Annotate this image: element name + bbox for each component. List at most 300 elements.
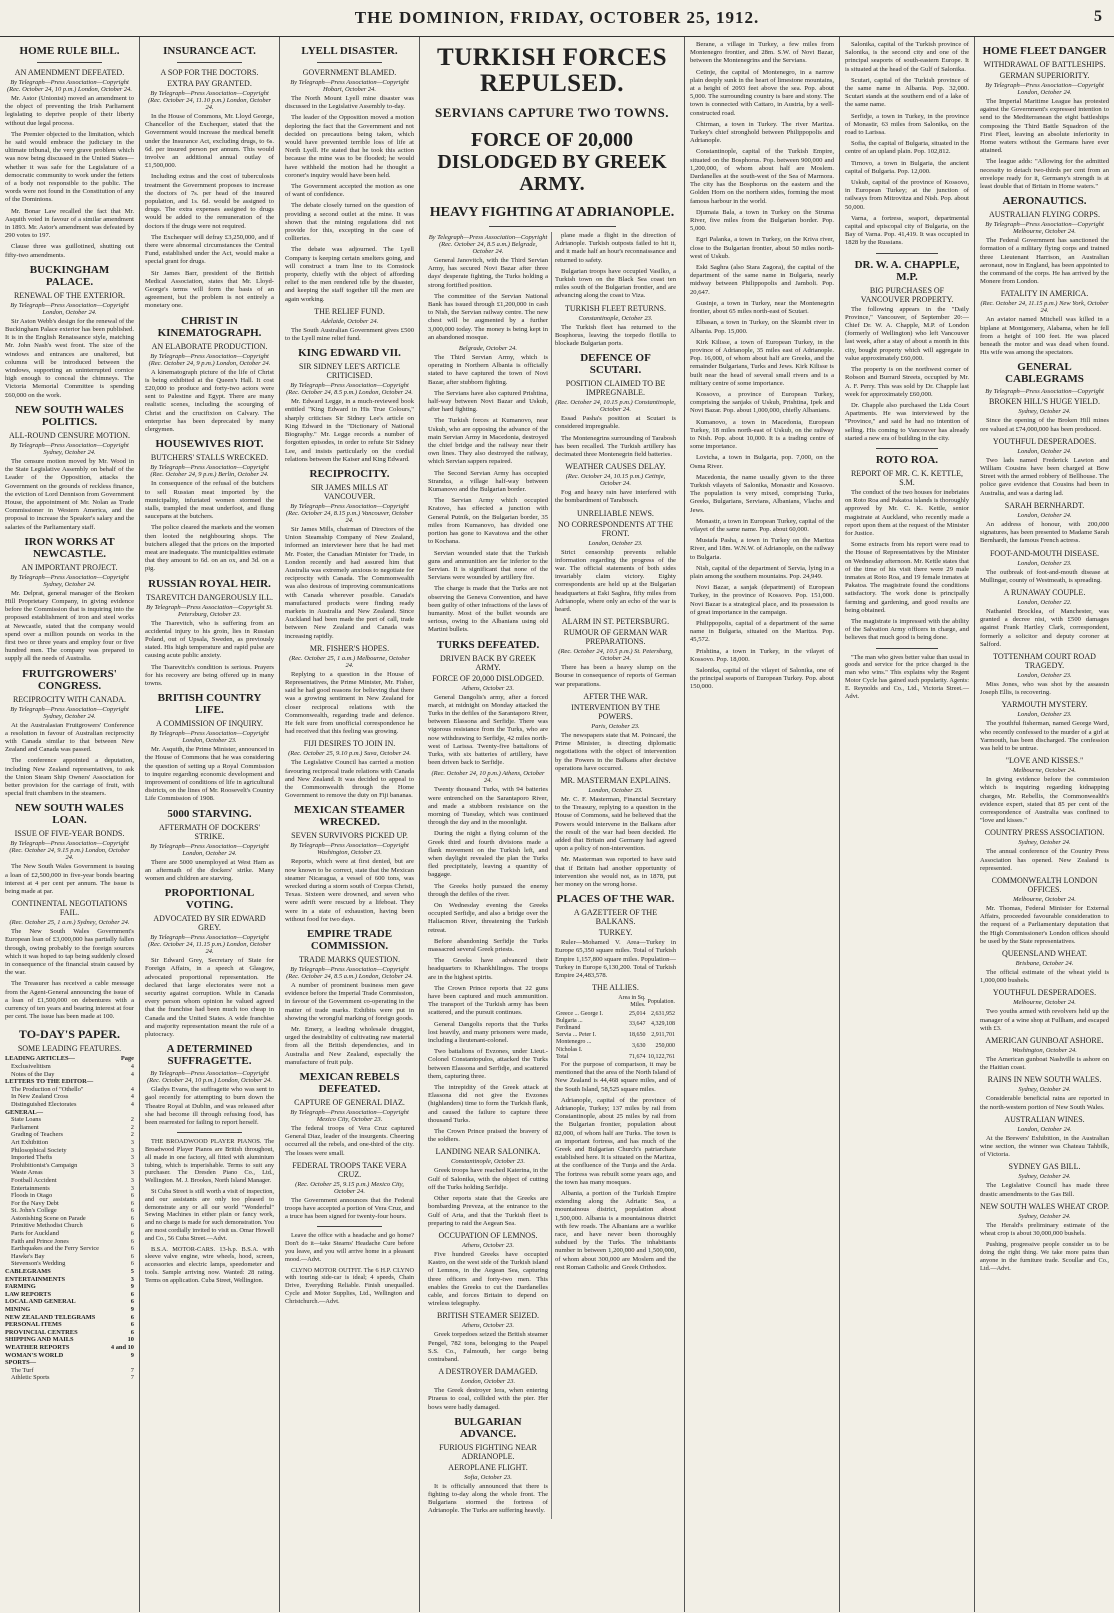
paragraph: Mr. Edward Legge, in a much-reviewed book entitled "King Edward in His True Colours," sharply criticises Sir Sidney Lee's article on King Edward in the "Dictionary of National Biography." Mr. Legge records a number of forgotten episodes, in order to refute Sir Sidney Lee, and insists particularly on the cordial relations between the Kaiser and King Edward. — [285, 398, 414, 463]
dateline: Sydney, October 24. — [1018, 408, 1071, 416]
feature-item — [5, 1055, 134, 1063]
feature-page: 6 — [130, 1313, 134, 1321]
feature-item — [5, 1147, 134, 1155]
table-row — [555, 1011, 676, 1018]
paragraph: The Legislative Council has carried a motion favouring reciprocal trade relations with Canada and New Zealand. It was decided to appeal to the Commonwealth through the Home Government to remove the duty on Fiji bananas. — [285, 759, 414, 800]
feature-page: 6 — [130, 1199, 134, 1207]
paragraph: Miss Jones, who was shot by the assassin Joseph Ellis, is recovering. — [980, 680, 1109, 697]
feature-label: PERSONAL ITEMS — [5, 1321, 62, 1329]
paragraph: Nathaniel Brocklea, of Manchester, was granted a decree nisi, with £500 damages against Frank Hartley Clark, correspondent, formerly a solicitor and deputy coroner at Salford. — [980, 607, 1109, 648]
feature-label: SPORTS— — [5, 1359, 37, 1367]
feature-page: 7 — [130, 1374, 134, 1382]
dateline: By Telegraph—Press Association—Copyright (Rec. October 24, 11.15 p.m.) London, October 24. — [148, 934, 271, 956]
feature-label: The Turf — [11, 1366, 34, 1374]
subhead: AMERICAN GUNBOAT ASHORE. — [985, 1036, 1104, 1045]
feature-page: 9 — [130, 1351, 134, 1359]
feature-item — [5, 1374, 134, 1382]
paragraph: Reports, which were at first denied, but are now known to be correct, state that the Mexican steamer Nicaragua, a vessel of 600 tons, was wrecked during a storm south of Corpus Christi, Texas. Sixteen were drowned, and seven who were adrift were rescued by a lifeboat. They were in a state of exhaustion, having been without food for two days. — [285, 858, 414, 923]
paragraph: Djumaia Bala, a town in Turkey on the Struma River, five miles from the Bulgarian border. Pop. 5,000. — [690, 208, 834, 233]
feature-label: Prohibitionist's Campaign — [11, 1161, 78, 1169]
paragraph: The Premier objected to the limitation, which he said would embrace the judiciary in the ultimate tribunal, the very grave problem which was now being discussed in the United States—whether it was safe for the Legislature of a democratic community to work under the fetters of a body not responsible to the public. The words were not found in the Constitution of any of the Dominions. — [5, 130, 134, 204]
column-5 — [685, 37, 840, 1612]
paragraph: The Legislative Council has made three drastic amendments to the Gas Bill. — [980, 1182, 1109, 1198]
dateline: By Telegraph—Press Association—Copyright (Rec. October 24, 8.5 a.m.) London, October 24. — [286, 966, 413, 981]
subhead: YARMOUTH MYSTERY. — [1001, 700, 1088, 710]
paragraph: At the Brewers' Exhibition, in the Australian wine section, the winner was Chateau Tahbilk, of Victoria. — [980, 1134, 1109, 1159]
paragraph: Mr. C. F. Masterman, Financial Secretary to the Treasury, replying to a question in the House of Commons, said he believed that the Powers would intervene in the Balkans after the result of the war had been decided. He added that Britain and Germany had agreed upon a policy of non-intervention. — [555, 795, 676, 853]
feature-item — [5, 1192, 134, 1200]
dateline: Melbourne, October 24. — [1013, 767, 1076, 775]
paragraph: Clause three was guillotined, shutting out fifty-two amendments. — [5, 243, 134, 259]
feature-label: Faith and Prince Jones — [11, 1237, 69, 1245]
paragraph: Salonika, capital of the vilayet of Salonika, one of the principal seaports of European Turkey. Pop. about 150,000. — [690, 667, 834, 691]
paragraph: plane made a flight in the direction of Adrianople. Turkish outposts failed to hit it, and it made half an hour's reconnaissance and returned to safety. — [555, 232, 676, 264]
feature-label: GENERAL— — [5, 1108, 43, 1116]
feature-page: 6 — [130, 1230, 134, 1238]
paragraph: The annual conference of the Country Press Association has opened. New Zealand is represented. — [980, 848, 1109, 872]
column-4 — [420, 37, 685, 1612]
dateline: London, October 23. — [1017, 711, 1072, 719]
feature-page: 6 — [130, 1192, 134, 1200]
paragraph: Egri Palanka, a town in Turkey, on the Kriva river, close to the Bulgarian frontier, about 50 miles north-west of Uskub. — [690, 236, 834, 260]
paragraph: Salonika, capital of the Turkish province of Salonika, is the second city and one of the principal seaports of south-eastern Europe. It is situated at the head of the Gulf of Salonika. — [845, 41, 969, 73]
dateline: London, October 23. — [1017, 671, 1072, 679]
advertisement: THE BROADWOOD PLAYER PIANOS. The Broadwood Player Pianos are British throughout, all made in one factory, all fitted with aluminium tubing, which is imperishable. Terms to suit any purchaser. The Dresden Piano Co., Ltd., Wellington. M. J. Brookes, North Island Manager. — [145, 1138, 274, 1185]
subhead: A RUNAWAY COUPLE. — [1003, 587, 1086, 597]
feature-page: 2 — [130, 1116, 134, 1124]
paragraph: At the Australasian Fruitgrowers' Conference a resolution in favour of Australian reciprocity with Canada similar to that between New Zealand and Canada was passed. — [5, 721, 134, 754]
feature-label: Paris for Auckland — [11, 1230, 59, 1238]
feature-page: 6 — [130, 1328, 134, 1336]
dateline: Washington, October 24. — [1012, 1047, 1077, 1054]
paragraph: Mr. Masterman was reported to have said that if Britain had another opportunity of intervention she would not, as in 1878, put her money on the wrong horse. — [555, 856, 676, 888]
paragraph: The Imperial Maritime League has protested against the Government's expressed intention to send to the Mediterranean the eight battleships composing the Third Battle Squadron of the First Fleet, leaving an absolute inferiority in Home waters without the Germans have ever attained. — [980, 98, 1109, 155]
feature-page: 7 — [130, 1366, 134, 1374]
subhead: BUTCHERS' STALLS WRECKED. — [150, 453, 269, 463]
advertisement: Pushing, progressive people consider us to be doing the right thing. We take more pains than anyone in the furniture trade. Scoullar and Co., Ltd.—Advt. — [980, 1241, 1109, 1272]
paragraph: Greek troops have reached Katerina, in the Gulf of Salonika, with the object of cutting off the Turks holding Serfidje. — [428, 1167, 548, 1191]
rule — [177, 1132, 242, 1133]
subhead: TSAREVITCH DANGEROUSLY ILL. — [145, 592, 274, 602]
feature-page: 6 — [130, 1214, 134, 1222]
column-3 — [280, 37, 420, 1612]
dateline: London, October 22. — [1017, 598, 1072, 606]
paragraph: The North Mount Lyell mine disaster was discussed in the Legislative Assembly to-day. — [285, 95, 414, 111]
paragraph: Elbasan, a town in Turkey, on the Skumbi river in Albania. Pop. 15,000. — [690, 319, 834, 335]
feature-label: WEATHER REPORTS — [5, 1343, 70, 1351]
paragraph: The Government announces that the Federal troops have accepted a portion of Vera Cruz, and a truce has been signed for twenty-four hours. — [285, 1196, 414, 1221]
feature-page: 6 — [130, 1260, 134, 1268]
paragraph: The property is on the northwest corner of Robson and Burrard Streets, occupied by Mr. A. F. Perry. This was sold by Dr. Chapple last week for approximately £60,000. — [845, 366, 969, 398]
feature-label: Football Accident — [11, 1176, 57, 1184]
paragraph: The censure motion moved by Mr. Wood in the State Legislative Assembly on behalf of the Leader of the Opposition, attacks the Government on the grounds of reckless finance, the eviction of Lord Dennison from Government House, the appointment of Mr. Nolan as Trade Commissioner in Western America, and the proposal to increase the Speaker's salary and the salaries of the Parliamentary staff. — [5, 457, 134, 531]
subhead: WITHDRAWAL OF BATTLESHIPS. — [983, 60, 1106, 69]
feature-item — [5, 1101, 134, 1109]
subhead: TURKEY. — [598, 928, 633, 938]
feature-label: LAW REPORTS — [5, 1290, 51, 1298]
dateline: By Telegraph—Press Association—Copyright (Rec. October 24, 8.5 p.m.) London, October 24. — [286, 382, 413, 397]
dateline: Sofia, October 23. — [464, 1473, 512, 1481]
subhead: QUEENSLAND WHEAT. — [1001, 948, 1088, 958]
subhead: AFTERMATH OF DOCKERS' STRIKE. — [158, 822, 260, 841]
paragraph: Eski Saghra (also Stara Zagora), the capital of the department of the same name in Bulgaria, nearly midway between Philippopolis and Jamboli. Pop. 20,647. — [690, 264, 834, 296]
paragraph: The Greeks have advanced their headquarters to Khankhilingos. The troops are in the highest spirits. — [428, 957, 548, 981]
table-cell: Total — [556, 1053, 569, 1060]
headline: GENERAL CABLEGRAMS — [1005, 361, 1084, 386]
paragraph: The official estimate of the wheat yield is 1,000,000 bushels. — [980, 968, 1109, 985]
feature-page: 5 — [130, 1268, 134, 1276]
paragraph: The Montenegrins surrounding of Tarabosh has been recalled. The Turkish artillery has decimated three Montenegrin field batteries. — [555, 434, 676, 459]
feature-item — [5, 1116, 134, 1124]
subhead: FURIOUS FIGHTING NEAR ADRIANOPLE. — [439, 1442, 537, 1461]
table-cell: 3,630 — [631, 1042, 646, 1049]
feature-item — [5, 1109, 134, 1117]
paragraph: The Greek destroyer Iera, when entering Piraeus to coal, collided with the pier. Her bows were badly damaged. — [428, 1387, 548, 1411]
paragraph: Other reports state that the Greeks are bombarding Preveza, at the entrance to the Gulf of Arta, and that the Turkish fleet is preparing to raid the Aegean Sea. — [428, 1195, 548, 1227]
feature-item — [5, 1283, 134, 1291]
dateline: Sydney, October 24. — [1018, 839, 1071, 847]
feature-label: Exclusivelitism — [11, 1063, 51, 1071]
paragraph: Mr. Thomas, Federal Minister for External Affairs, proceeded favourable consideration to the request of a Parliamentary deputation that the High Commissioner's London offices should be used by the State representatives. — [980, 904, 1109, 945]
main-story-columns — [425, 232, 679, 1519]
paragraph: Monastir, a town in European Turkey, capital of the vilayet of the same name. Pop. about 60,000. — [690, 517, 834, 533]
features-subtitle: SOME LEADING FEATURES. — [17, 1044, 122, 1054]
feature-page: 6 — [130, 1245, 134, 1253]
main-deck-2: HEAVY FIGHTING AT ADRIANOPLE. — [429, 205, 675, 220]
masthead — [0, 0, 1114, 37]
subhead: A COMMISSION OF INQUIRY. — [156, 719, 263, 729]
paragraph: Essad Pasha's position at Scutari is considered impregnable. — [555, 415, 676, 431]
subhead: TOTTENHAM COURT ROAD TRAGEDY. — [993, 651, 1096, 670]
paragraph: Bulgarian troops have occupied Vasilko, a Turkish town on the Black Sea coast ten miles south of the Bulgarian frontier, and are advancing along the coast to Viza. — [555, 267, 676, 300]
dateline: (Rec. October 25, 1 a.m.) Melbourne, October 24. — [289, 654, 410, 669]
paragraph: Kirk Kilisse, a town of European Turkey, in the province of Adrianople, 35 miles east of Adrianople. Pop. 16,000, of whom about half are Greeks, and the remainder Bulgarians, Turks and Jews. Kirk Kilisse is built near the head of several small rivers and is a military centre of some importance. — [690, 338, 834, 387]
subhead: BRITISH STEAMER SEIZED. — [437, 1311, 539, 1321]
paragraph: The leader of the Opposition moved a motion deploring the fact that the Government and not decided on precautions being taken, which would have prevented terrible loss of life at North Lyell. He stated that he took this action because the mine was to be flooded; he would have withheld the motion had he thought a coroner's inquiry would have been held. — [285, 114, 414, 179]
subhead: CONTINENTAL NEGOTIATIONS FAIL. — [11, 899, 128, 918]
subhead: YOUTHFUL DESPERADOES. — [992, 988, 1097, 998]
subhead: SIR JAMES MILLS AT VANCOUVER. — [310, 482, 389, 501]
subhead: FOOT-AND-MOUTH DISEASE. — [989, 548, 1100, 558]
dateline: By Telegraph—Press Association—Copyright London, October 24. — [985, 82, 1104, 96]
subhead: MR. MASTERMAN EXPLAINS. — [560, 775, 671, 785]
feature-label: LETTERS TO THE EDITOR— — [5, 1078, 94, 1086]
main-headline-block — [425, 45, 679, 221]
paragraph: Sir Edward Grey, Secretary of State for Foreign Affairs, in a speech at Glasgow, advocated proportional representation. He declared that large electorates were not a security against corruption. While in Canada every person whom opinion he valued agreed that the franchise had been much too cheap in Canada and the United States. A wide franchise and majority representation meant the rule of a plutocracy. — [145, 957, 274, 1039]
table-cell: Bulgaria ... Ferdinand — [556, 1017, 583, 1031]
subhead: RENEWAL OF THE EXTERIOR. — [13, 290, 126, 300]
paragraph: Sir James Mills, chairman of Directors of the Union Steamship Company of New Zealand, informed an interviewer here that he had met Mr. Foster, the Canadian Minister for Trade, in London recently and had assured him that Australia was extremely anxious to negotiate for reciprocity with Canada. The Commonwealth was also desirous of improving communications with Canada wherever possible. Canada's manufactured products were finding ready markets in Australia and New Zealand. Since Auckland had been made the port of call, trade between New Zealand and Canada was increasing rapidly. — [285, 525, 414, 640]
headline: BRITISH COUNTRY LIFE. — [157, 692, 262, 717]
paragraph: Tirnovo, a town in Bulgaria, the ancient capital of Bulgaria. Pop. 12,000. — [845, 159, 969, 175]
paragraph: The outbreak of foot-and-mouth disease at Mullingar, county of Westmeath, is spreading. — [980, 568, 1109, 584]
dateline: By Telegraph—Press Association—Copyright Melbourne, October 24. — [985, 221, 1104, 236]
rule — [317, 1226, 382, 1227]
paragraph: Two battalions of Evzones, under Lieut.-Colonel Constantopulos, attacked the Turks between Elassona and Serfidje, and scattered them, capturing three. — [428, 1048, 548, 1080]
paragraph: A number of prominent business men gave evidence before the Imperial Trade Commission, in favour of the Government co-operating in the matter of trade marks. Exhibits were put in showing the wrongful marking of foreign goods. — [285, 982, 414, 1022]
table-cell: 25,014 — [628, 1010, 646, 1017]
paragraph: The Exchequer will defray £3,250,000, and if there were abnormal circumstances the Central Fund, established under the Act, would make a special grant for drugs. — [145, 233, 274, 266]
subhead: A SOP FOR THE DOCTORS. — [160, 68, 259, 77]
paragraph: The youthful fisherman, named George Ward, who recently confessed to the murder of a girl at Yarmouth, has been discharged. The confession was held to be untrue. — [980, 720, 1109, 752]
subhead: TRADE MARKS QUESTION. — [298, 955, 401, 965]
table-cell: 250,000 — [655, 1042, 675, 1049]
paragraph: The debate closely turned on the question of providing a second outlet at the mine. It was shown that the mining regulations did not provide for this, excepting in the case of collieries. — [285, 202, 414, 243]
dateline: By Telegraph—Press Association—Copyright Hobart, October 24. — [290, 79, 409, 93]
feature-page: 6 — [130, 1321, 134, 1329]
paragraph: Five hundred Greeks have occupied Kastro, on the west side of the Turkish island of Lemnos, in the Aegean Sea, capturing three officers and forty-two men. This enables the Greeks to cut the Dardanelles cable, and forces Britain to depend on wireless telegraphy. — [428, 1250, 548, 1308]
feature-label: Grading of Teachers — [11, 1131, 63, 1139]
subhead: AEROPLANE FLIGHT. — [448, 1462, 528, 1472]
main-story-left — [425, 232, 552, 1519]
feature-item — [5, 1162, 134, 1170]
dateline: Adelaide, October 24. — [320, 317, 379, 325]
feature-item — [5, 1321, 134, 1329]
table-cell: 18,650 — [628, 1032, 646, 1039]
subhead: LANDING NEAR SALONIKA. — [435, 1147, 541, 1157]
paragraph: An aviator named Mitchell was killed in a biplane at Montgomery, Alabama, when he fell from a height of 100 feet. He was placed beneath the motor and was dead when found. His wife was among the spectators. — [980, 316, 1109, 357]
headline: BULGARIAN ADVANCE. — [454, 1415, 522, 1440]
headline: DEFENCE OF SCUTARI. — [580, 352, 651, 377]
main-deck: FORCE OF 20,000 DISLODGED BY GREEK ARMY. — [437, 129, 667, 195]
dateline: London, October 23. — [460, 1378, 516, 1386]
paragraph: Replying to a question in the House of Representatives, the Prime Minister, Mr. Fisher, said he had good reasons for believing that there was a growing sentiment in New Zealand for closer reciprocal relations with the Commonwealth, regarding trade and defence. He felt sure from unofficial correspondence he had received that this feeling was growing. — [285, 670, 414, 736]
feature-page: 6 — [130, 1252, 134, 1260]
table-cell: Greece ... George I. — [556, 1010, 604, 1017]
feature-item — [5, 1291, 134, 1299]
subhead: FORCE OF 20,000 DISLODGED. — [432, 673, 544, 683]
dateline: By Telegraph—Press Association—Copyright London, October 24. — [10, 301, 129, 316]
paragraph: Mr. Asquith, the Prime Minister, announced in the House of Commons that he was considering the question of setting up a Royal Commission to inquire regarding economic development and improvement of conditions of life in agricultural districts, on the lines of Mr. Roosevelt's Country Life Commission of 1908. — [145, 746, 274, 803]
feature-label: Hawke's Bay — [11, 1252, 45, 1260]
dateline: Athens, October 23. — [462, 1241, 514, 1249]
table-cell: 10,122,761 — [648, 1053, 675, 1060]
headline: 5000 STARVING. — [167, 807, 252, 820]
feature-label: CABLEGRAMS — [5, 1268, 51, 1276]
dateline: By Telegraph—Press Association—Copyright Sydney, October 24. — [10, 705, 129, 720]
table-row — [555, 1018, 676, 1032]
subhead: FATALITY IN AMERICA. — [1000, 289, 1089, 299]
feature-page: 3 — [130, 1154, 134, 1162]
subhead: AN IMPORTANT PROJECT. — [21, 562, 118, 572]
subhead: NO CORRESPONDENTS AT THE FRONT. — [557, 519, 674, 538]
paragraph: Sir James Barr, president of the British Medical Association, states that Mr. Lloyd-George's terms will form the basis of an agreement, but the problem is not entirely a monetary one. — [145, 269, 274, 310]
paragraph: The Government accepted the motion as one of want of confidence. — [285, 183, 414, 199]
feature-label: Athletic Sports — [11, 1374, 50, 1382]
column-6 — [840, 37, 975, 1612]
paragraph: Mr. Bonar Law recalled the fact that Mr. Asquith voted in favour of a similar amendment in 1893. Mr. Astor's amendment was defeated by 290 votes to 197. — [5, 207, 134, 240]
paragraph: Mr. Astor (Unionist) moved an amendment to the object of preventing the Irish Parliament legislating to deprive people of their liberty without due legal process. — [5, 95, 134, 127]
subhead: AFTER THE WAR. — [583, 691, 648, 701]
paragraph: Considerable beneficial rains are reported in the north-western portion of New South Wales. — [980, 1095, 1109, 1111]
dateline: London, October 24. — [1017, 447, 1072, 455]
dateline: (Rec. October 25, 9.15 p.m.) Mexico City, October 24. — [295, 1180, 404, 1195]
feature-page: 6 — [130, 1207, 134, 1215]
subhead: ISSUE OF FIVE-YEAR BONDS. — [14, 829, 125, 839]
subhead: GOVERNMENT BLAMED. — [302, 68, 397, 77]
feature-page: 2 — [130, 1131, 134, 1139]
feature-label: Stevenson's Wedding — [11, 1260, 66, 1268]
feature-label: NEW ZEALAND TELEGRAMS — [5, 1313, 96, 1321]
paragraph: Macedonia, the name usually given to the three Turkish vilayets of Salonika, Monastir and Kossovo. The population is very mixed, comprising Turks, Greeks, Bulgarians, Servians, Albanians, Vlachs and Jews. — [690, 473, 834, 514]
paragraph: The conduct of the two houses for inebriates on Roto Roa and Pakatoa islands is thoroughly approved by Mr. C. K. Kettle, senior magistrate at Auckland, who recently made a report upon them at the request of the Minister for Justice. — [845, 488, 969, 537]
table-header-cell: Area in Sq. Miles. — [618, 995, 646, 1009]
subhead: THE ALLIES. — [592, 983, 639, 993]
headline: CHRIST IN KINEMATOGRAPH. — [157, 314, 262, 339]
feature-page: 4 — [130, 1063, 134, 1071]
table-cell: 2,631,952 — [651, 1010, 675, 1017]
paragraph: Some extracts from his report were read to the House of Representatives by the Minister on Wednesday afternoon. Mr. Kettle states that of the time of his visit there were 29 male inmates at Roto Roa, and 19 female inmates at Pakatoa. The magistrate found the conditions satisfactory. The work done is principally farming and gardening, and good results are being obtained. — [845, 541, 969, 614]
feature-page: 4 — [130, 1100, 134, 1108]
feature-label: Floods in Otago — [11, 1192, 53, 1200]
paragraph: Nish, capital of the department of Servia, lying in a plain among the southern mountains. Pop. 24,949. — [690, 564, 834, 580]
main-headline: TURKISH FORCES REPULSED. — [437, 44, 667, 97]
subhead: POSITION CLAIMED TO BE IMPREGNABLE. — [565, 379, 666, 398]
subhead: NEW SOUTH WALES WHEAT CROP. — [980, 1201, 1109, 1211]
column-7 — [975, 37, 1114, 1612]
table-cell: 2,911,701 — [651, 1032, 675, 1039]
feature-item — [5, 1238, 134, 1246]
subhead: BROKEN HILL'S HUGE YIELD. — [989, 397, 1100, 407]
paragraph: Dr. Chapple also purchased the Lida Court Apartments. He was interviewed by the "Province," and said he had no intention of selling. His coming to Vancouver has already started a new era of building in the city. — [845, 401, 969, 442]
rule — [876, 448, 938, 449]
paragraph: The Greeks hotly pursued the enemy through the defiles of the river. — [428, 882, 548, 898]
feature-item — [5, 1093, 134, 1101]
advertisement: St Cuba Street is still worth a visit of inspection, and our assistants are only too pleased to demonstrate any or all our world "Wonderful" Sewing Machines in either plain or fancy work, and no charge is made for such demonstration. You are most cordially invited to visit us. Omar Howell and Co., 56 Cuba Street.—Advt. — [145, 1188, 274, 1242]
feature-item — [5, 1154, 134, 1162]
feature-label: Notes of the Day — [11, 1070, 55, 1078]
paragraph: General Dangolis's army, after a forced march, at midnight on Monday attacked the Turks in the defiles of the Sarantaporo River, between Elassona and Serfidje. There was vigorous resistance from the Turks, who are now withdrawing to Serfidje, 42 miles north-west of Larissa. Twenty-five battalions of Turks, with six batteries of artillery, have been driven back to Serfidje. — [428, 693, 548, 767]
paragraph: Gladys Evans, the suffragette who was sent to gaol recently for attempting to burn down the Theatre Royal at Dublin, and was released after she had become ill through refusing food, has been rearrested for failing to report herself. — [145, 1086, 274, 1127]
subhead: AUSTRALIAN WINES. — [1004, 1114, 1085, 1124]
feature-item — [5, 1336, 134, 1344]
paragraph: The Herald's preliminary estimate of the wheat crop is about 30,000,000 bushels. — [980, 1221, 1109, 1238]
feature-item — [5, 1169, 134, 1177]
dateline: By Telegraph—Press Association—Copyright Mexico City, October 23. — [290, 1109, 409, 1124]
paragraph: Uskub, capital of the province of Kossovo, in European Turkey; at the junction of railways from Mitrovitza and Nish. Pop. about 50,000. — [845, 179, 969, 211]
feature-item — [5, 1298, 134, 1306]
subhead: SEVEN SURVIVORS PICKED UP. — [291, 831, 408, 841]
table-header-row — [555, 994, 676, 1010]
headline: MEXICAN REBELS DEFEATED. — [299, 1071, 400, 1096]
feature-item — [5, 1268, 134, 1276]
dateline: London, October 23. — [588, 539, 643, 547]
dateline: By Telegraph—Press Association—Copyright (Rec. October 24, 9 p.m.) Berlin, October 24. — [150, 464, 269, 479]
headline: EMPIRE TRADE COMMISSION. — [306, 928, 393, 953]
feature-label: Distinguished Electorates — [11, 1100, 77, 1108]
subhead: TURKISH FLEET RETURNS. — [565, 303, 666, 313]
headline: RECIPROCITY. — [309, 467, 390, 480]
advertisement: "The man who gives better value than usual in goods and service for the price charged is the man who wins." This explains why the Regent Motor Cycle has gained such popularity. Agents: E. Reynolds and Co., Ltd., Victoria Street.—Advt. — [845, 653, 969, 700]
paragraph: There has been a heavy slump on the Bourse in consequence of reports of German war preparations. — [555, 664, 676, 688]
paragraph: The Crown Prince praised the bravery of the soldiers. — [428, 1128, 548, 1144]
subhead: FEDERAL TROOPS TAKE VERA CRUZ. — [292, 1160, 407, 1179]
paragraph: The magistrate is impressed with the ability of the Salvation Army officers in charge, and believes that much good is being done. — [845, 617, 969, 642]
subhead: AN ELABORATE PRODUCTION. — [151, 341, 268, 351]
subhead: MR. FISHER'S HOPES. — [309, 643, 390, 653]
dateline: London, October 24. — [1017, 1125, 1072, 1133]
subhead: ALARM IN ST. PETERSBURG. — [561, 617, 670, 627]
headline: KING EDWARD VII. — [298, 347, 401, 360]
feature-item — [5, 1086, 134, 1094]
columns — [0, 37, 1114, 1612]
dateline: By Telegraph—Press Association—Copyright St. Petersburg, October 23. — [146, 603, 273, 618]
feature-label: In New Zealand Cross — [11, 1093, 69, 1101]
paragraph: Berane, a village in Turkey, a few miles from Montenegro frontier, and 28m. S.W. of Novi Bazar, between the Montenegrins and the Servians. — [690, 41, 834, 65]
subhead: ALL-ROUND CENSURE MOTION. — [8, 430, 131, 440]
paragraph: In giving evidence before the commission which is inquiring regarding kidnapping charges, Mr. Rebellis, the Commonwealth's evidence expert, stated that 85 per cent of the correspondence of Australia was confined to "love and kisses." — [980, 776, 1109, 825]
dateline: (Rec. October 24, 10.15 p.m.) Constantinople, October 24. — [555, 399, 676, 414]
dateline: Sydney, October 24. — [1018, 1086, 1071, 1094]
feature-page: 3 — [130, 1161, 134, 1169]
feature-page: 4 — [130, 1085, 134, 1093]
paragraph: Serfidje, a town in Turkey, in the province of Monastir, 63 miles from Salonika, on the road to Larissa. — [845, 112, 969, 137]
subhead: YOUTHFUL DESPERADOES. — [992, 436, 1097, 446]
feature-page: Page — [120, 1055, 134, 1063]
subhead: CAPTURE OF GENERAL DIAZ. — [294, 1098, 405, 1108]
dateline: Sydney, October 24. — [1018, 1212, 1071, 1220]
table-cell: Montenegro ... Nicholas I. — [556, 1039, 592, 1053]
feature-page: 9 — [130, 1283, 134, 1291]
paragraph: The following appears in the "Daily Province," Vancouver, of September 20:—Chief Dr. W. A. Chapple, M.P. of London (formerly of Wellington) who left Vancouver last week, after a stay of about a month in this city, bought property which will aggregate in value approximately £60,000. — [845, 305, 969, 362]
paragraph: Strict censorship prevents reliable information regarding the progress of the war. The official statements of both sides invariably claim victory. Eighty correspondents are held up at the Bulgarian headquarters at Eski Saghra, fifty miles from Adrianople, where only an echo of the war is heard. — [555, 548, 676, 614]
table-cell: 33,647 — [628, 1021, 646, 1028]
subhead: SYDNEY GAS BILL. — [1008, 1162, 1081, 1172]
paragraph: Servian wounded state that the Turkish guns and ammunition are far inferior to the Servian. It is significant that none of the Servians were wounded by artillery fire. — [428, 549, 548, 582]
feature-label: Parliament — [11, 1123, 39, 1131]
feature-page: 3 — [130, 1275, 134, 1283]
paragraph: It is officially announced that there is fighting to-day along the whole front. The Bulgarians stormed the fortress of Adrianople. The Turks are suffering heavily. — [428, 1482, 548, 1515]
headline: FRUITGROWERS' CONGRESS. — [22, 667, 117, 692]
masthead-title: THE DOMINION, FRIDAY, OCTOBER 25, 1912. — [354, 8, 760, 27]
paragraph: The Servians have also captured Prishtina, half-way between Novi Bazar and Uskub, after hard fighting. — [428, 389, 548, 414]
rule — [37, 62, 102, 63]
dateline: (Rec. October 24, 10 p.m.) Athens, October 24. — [431, 770, 545, 785]
paragraph: Twenty thousand Turks, with 94 batteries were entrenched on the Sarantaporo River, and made a stubborn resistance on the morning of Tuesday, which was continued through the day and in the moonlight. — [428, 786, 548, 827]
paragraph: The Crown Prince reports that 22 guns have been captured and much ammunition. The transport of the Turkish army has been scattered, and the pursuit continues. — [428, 984, 548, 1017]
dateline: Constantinople, October 23. — [450, 1158, 526, 1166]
table-row — [555, 1039, 676, 1053]
paragraph: Prishtina, a town in Turkey, in the vilayet of Kossovo. Pop. 18,000. — [690, 647, 834, 663]
dateline: By Telegraph—Press Association—Copyright (Rec. October 24, 10 p.m.) London, October 24. — [146, 1070, 273, 1085]
paragraph: In the House of Commons, Mr. Lloyd George, Chancellor of the Exchequer, stated that the Government would increase the medical benefit under the Insurance Act, excluding drugs, to 6s. 6d. per insured person per annum. This would involve an additional annual outlay of £1,500,000. — [145, 113, 274, 170]
paragraph: General Dangolis reports that the Turks lost heavily, and many prisoners were made, including a lieutenant-colonel. — [428, 1020, 548, 1045]
paragraph: Kossovo, a province of European Turkey, comprising the sanjaks of Uskub, Prishtina, Ipek and Novi Bazar. Pop. about 1,000,000, chiefly Albanians. — [690, 390, 834, 415]
paragraph: Novi Bazar, a sanjak (department) of European Turkey, in the province of Kossovo. Pop. 151,000. Novi Bazar is a strategical place, and its possession is of great importance in the campaign. — [690, 584, 834, 616]
feature-label: PROVINCIAL CENTRES — [5, 1328, 78, 1336]
paragraph: Sir Aston Webb's design for the renewal of the Buckingham Palace exterior has been published. It is in the English Renaissance style, matching Mr. John Nash's west front. The size of the windows and entrances are unaltered, but columns will be introduced between the windows, supporting an uninterrupted cornice high enough to conceal the chimneys. The Victoria Memorial Committee is spending £60,000 on the work. — [5, 317, 134, 399]
headline: RUSSIAN ROYAL HEIR. — [148, 577, 271, 590]
headline: NEW SOUTH WALES POLITICS. — [15, 403, 124, 428]
subhead: SARAH BERNHARDT. — [1004, 500, 1085, 510]
subhead: DRIVEN BACK BY GREEK ARMY. — [440, 653, 536, 672]
headline: PLACES OF THE WAR. — [556, 893, 675, 906]
main-story-right — [552, 232, 679, 1519]
advertisement: B.S.A. MOTOR-CARS. 13-h.p. B.S.A. with sleeve valve engine, wire wheels, hood, screen, accessories and electric lamps, speedometer and tools. Sample arriving now. Wanted: 28 rating. Terms on application. Cuba Street, Wellington. — [145, 1245, 274, 1284]
dateline: By Telegraph—Press Association—Copyright (Rec. October 24, 8.5 a.m.) Belgrade, October 24. — [428, 234, 548, 255]
subhead: RECIPROCITY WITH CANADA. — [12, 694, 127, 704]
dateline: Athens, October 23. — [462, 684, 514, 692]
feature-label: SHIPPING AND MAILS — [5, 1336, 74, 1344]
feature-item — [5, 1215, 134, 1223]
feature-label: Astonishing Scene on Parade — [11, 1214, 86, 1222]
dateline: Melbourne, October 24. — [1013, 895, 1076, 903]
paragraph: General Janovitch, with the Third Servian Army, has secured Novi Bazar after three days' desperate fighting, the Turks holding a strong fortified position. — [428, 257, 548, 289]
feature-label: Art Exhibition — [11, 1138, 49, 1146]
feature-item — [5, 1139, 134, 1147]
feature-label: Earthquakes and the Ferry Service — [11, 1245, 100, 1253]
paragraph: Lovtcha, a town in Bulgaria, pop. 7,000, on the Osma River. — [690, 454, 834, 470]
